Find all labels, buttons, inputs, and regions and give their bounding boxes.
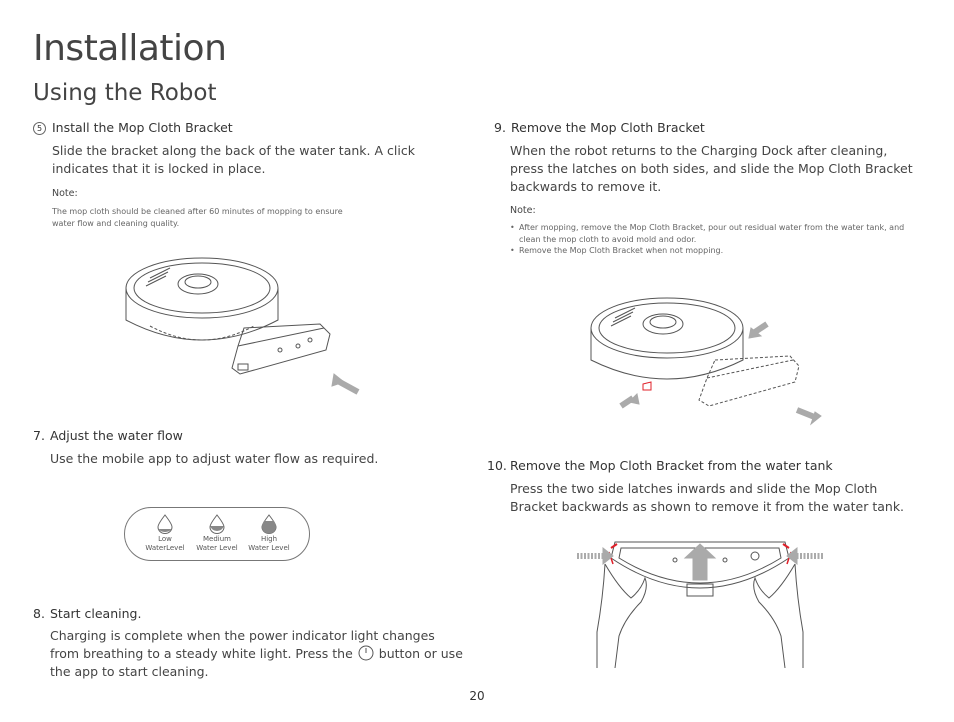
step9-heading: Remove the Mop Cloth Bracket (511, 120, 705, 135)
step10-heading-row (487, 458, 833, 473)
water-level-high-label2: Water Level (248, 544, 290, 552)
robot-install-bracket-illustration (120, 250, 370, 400)
step5-note-label: Note: (52, 188, 78, 199)
step9-body: When the robot returns to the Charging Dock after cleaning, press the latches on both sides, and slide the Mop Cloth Bracket backwards to remove it. (510, 143, 913, 194)
water-level-high[interactable] (241, 514, 297, 552)
water-level-medium-label1: Medium (203, 535, 231, 543)
step8-number: 8. (33, 606, 45, 621)
step9-heading-row (494, 120, 705, 135)
water-level-low[interactable] (137, 514, 193, 552)
water-level-medium-label2: Water Level (196, 544, 238, 552)
step8-heading-row (33, 606, 141, 621)
step7-body: Use the mobile app to adjust water flow as required. (50, 451, 379, 466)
water-drop-high-icon (260, 514, 278, 534)
step8-body-before: Charging is complete when the power indicator light changes from breathing to a steady white light. Press the (50, 628, 435, 661)
water-level-high-label1: High (260, 535, 278, 543)
step5-heading-row (33, 120, 233, 135)
water-level-medium[interactable] (189, 514, 245, 552)
step8-heading: Start cleaning. (50, 606, 142, 621)
step5-note-text: The mop cloth should be cleaned after 60 minutes of mopping to ensure water flow and cleaning quality. (52, 207, 343, 228)
step7-heading-row (33, 428, 183, 443)
power-icon (357, 645, 375, 661)
step9-number: 9. (494, 120, 506, 135)
hands-remove-bracket-illustration (575, 528, 825, 670)
step5-number: 5 (33, 122, 46, 135)
step9-note-item: • Remove the Mop Cloth Bracket when not mopping. (510, 245, 910, 257)
page-title: Installation (33, 28, 227, 69)
step5-body: Slide the bracket along the back of the water tank. A click indicates that it is locked in place. (52, 143, 415, 176)
step5-heading: Install the Mop Cloth Bracket (52, 120, 233, 135)
page-number: 20 (469, 689, 485, 703)
step9-note-list (510, 222, 910, 257)
water-level-low-label2: WaterLevel (145, 544, 185, 552)
water-level-low-label1: Low (158, 535, 172, 543)
step9-note-label: Note: (510, 205, 536, 216)
step8-body-after: button or use the app to start cleaning. (50, 646, 463, 679)
step10-heading: Remove the Mop Cloth Bracket from the water tank (510, 458, 833, 473)
step7-heading: Adjust the water flow (50, 428, 183, 443)
page-subtitle: Using the Robot (33, 80, 217, 106)
step8-body (50, 627, 465, 681)
step10-body: Press the two side latches inwards and slide the Mop Cloth Bracket backwards as shown to remove it from the water tank. (510, 481, 905, 514)
water-drop-low-icon (156, 514, 174, 534)
robot-remove-bracket-illustration (585, 292, 835, 427)
water-drop-medium-icon (208, 514, 226, 534)
step7-number: 7. (33, 428, 45, 443)
step10-number: 10. (487, 458, 507, 473)
water-level-selector[interactable] (124, 507, 310, 561)
step9-note-item: • After mopping, remove the Mop Cloth Bracket, pour out residual water from the water tank, and clean the mop cloth to avoid mold and odor. (510, 222, 910, 245)
